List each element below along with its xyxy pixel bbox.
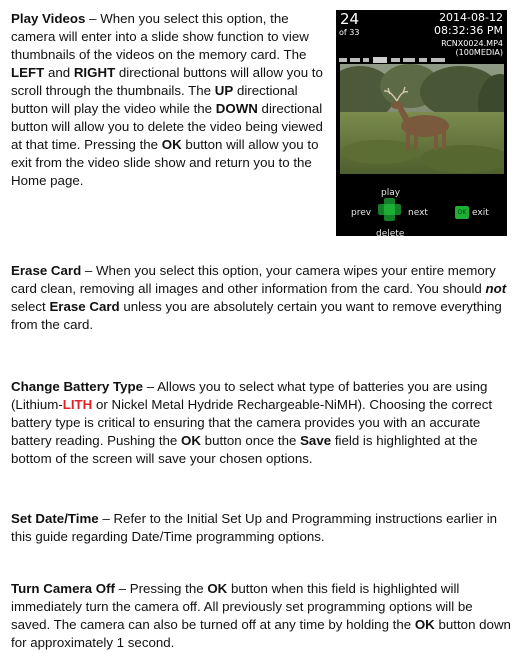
left-button-term: LEFT <box>11 65 45 80</box>
right-button-term: RIGHT <box>73 65 116 80</box>
set-date-time-paragraph <box>11 510 511 546</box>
slide-counter: 24 <box>340 10 360 28</box>
exit-label: exit <box>472 208 489 218</box>
center-button-icon <box>384 204 395 215</box>
play-videos-text: – When you select this option, the camera will enter into a slide show function to view thumbnails of the videos on the memory card. The <box>11 11 309 62</box>
erase-card-term: Erase Card <box>11 263 82 278</box>
save-field-term: Save <box>300 433 332 448</box>
ok-button-term: OK <box>161 137 182 152</box>
battery-text: field is highlighted at the bottom of the screen will save your chosen options. <box>11 433 478 466</box>
prev-label: prev <box>351 208 372 218</box>
date-time-text: – Refer to the Initial Set Up and Programming instructions earlier in this guide regarding Date/Time programming options. <box>11 511 498 544</box>
battery-text: button once the <box>200 433 301 448</box>
play-videos-text: directional buttons will allow you to scroll through the thumbnails. The <box>11 65 323 98</box>
down-button-term: DOWN <box>215 101 258 116</box>
ok-button-term: OK <box>207 581 228 596</box>
capture-time: 08:32:36 PM <box>433 24 503 37</box>
up-button-term: UP <box>214 83 234 98</box>
ok-button-term: OK <box>181 433 201 448</box>
camera-off-text: button down for approximately 1 second. <box>11 617 511 650</box>
play-videos-text: directional button will allow you to delete the video being viewed at that time. Pressing the <box>11 101 323 152</box>
turn-camera-off-term: Turn Camera Off <box>11 581 115 596</box>
play-videos-text: and <box>44 65 74 80</box>
next-label: next <box>408 208 428 218</box>
file-name: RCNX0024.MP4 <box>441 39 503 48</box>
battery-text: – Allows you to select what type of batteries you are using (Lithium- <box>11 379 488 412</box>
camera-off-text: button when this field is highlighted will immediately turn the camera off. All previously set programming options will be saved. The camera can also be turned off at any time by holding the <box>11 581 473 632</box>
not-emphasis: not <box>485 281 507 296</box>
erase-card-text: – When you select this option, your camera wipes your entire memory card clean, removing all images and other information from the card. You should <box>11 263 496 296</box>
delete-label: delete <box>376 229 405 236</box>
play-videos-text: directional button will play the video while the <box>11 83 298 116</box>
camera-screen-image <box>336 10 507 236</box>
play-videos-text: button will allow you to exit from the video slide show and return you to the Home page. <box>11 137 319 188</box>
erase-card-text: unless you are absolutely certain you want to remove everything from the card. <box>11 299 502 332</box>
battery-text: or Nickel Metal Hydride Rechargeable-NiMH). Choosing the correct battery type is critical to ensuring that the camera provides you with an accurate battery reading. Pushing the <box>11 397 493 448</box>
status-icons-strip <box>339 57 449 63</box>
folder-name: (100MEDIA) <box>455 48 503 57</box>
camera-off-text: – Pressing the <box>114 581 208 596</box>
erase-card-term: Erase Card <box>49 299 120 314</box>
capture-date: 2014-08-12 <box>439 11 503 24</box>
erase-card-paragraph <box>11 262 511 334</box>
slide-total: of 33 <box>339 28 360 37</box>
play-videos-paragraph <box>11 10 329 190</box>
turn-camera-off-paragraph <box>11 580 511 652</box>
ok-button-term: OK <box>414 617 435 632</box>
lith-highlight: LITH <box>62 397 93 412</box>
deer-thumbnail <box>340 64 504 174</box>
directional-pad <box>378 198 401 221</box>
battery-type-paragraph <box>11 378 511 468</box>
ok-button-icon: OK <box>455 206 469 219</box>
battery-type-term: Change Battery Type <box>11 379 144 394</box>
play-label: play <box>381 188 401 198</box>
erase-card-text: select <box>11 299 50 314</box>
play-videos-term: Play Videos <box>11 11 86 26</box>
set-date-time-term: Set Date/Time <box>11 511 99 526</box>
